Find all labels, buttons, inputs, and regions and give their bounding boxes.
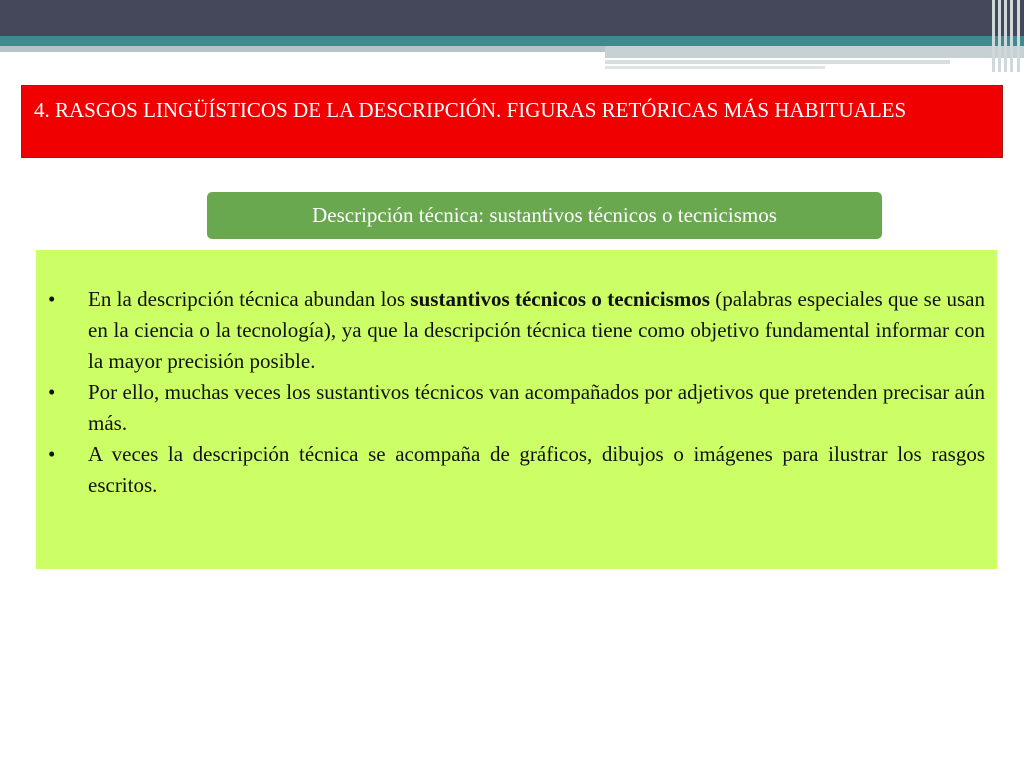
header-gray-stripe	[605, 46, 1024, 58]
list-item	[48, 284, 985, 377]
bullet-text: En la descripción técnica abundan los	[88, 287, 411, 311]
header-teal-bar	[0, 36, 1024, 46]
bullet-icon: •	[48, 380, 56, 404]
header-gray-stripe	[605, 60, 950, 64]
content-box	[36, 250, 997, 569]
bullet-text-bold: sustantivos técnicos o tecnicismos	[410, 287, 710, 311]
bullet-icon: •	[48, 287, 56, 311]
bullet-text: A veces la descripción técnica se acompaña de gráficos, dibujos o imágenes para ilustrar los rasgos escritos.	[88, 442, 985, 497]
bullet-icon: •	[48, 442, 56, 466]
bullet-text: Por ello, muchas veces los sustantivos técnicos van acompañados por adjetivos que pretenden precisar aún más.	[88, 380, 985, 435]
list-item	[48, 377, 985, 439]
header-decorative-lines	[990, 0, 1024, 72]
header-gray-stripe	[605, 66, 825, 69]
list-item	[48, 439, 985, 501]
header-dark-bar	[0, 0, 1024, 36]
slide-title: 4. RASGOS LINGÜÍSTICOS DE LA DESCRIPCIÓN. FIGURAS RETÓRICAS MÁS HABITUALES	[21, 85, 1003, 158]
bullet-text: (palabras especiales que se usan en la ciencia o la tecnología), ya que la descripción técnica tiene como objetivo fundamental informar con la mayor precisión posible.	[88, 287, 985, 373]
header-gray-stripe	[0, 46, 610, 52]
bullet-list	[48, 284, 985, 501]
section-subtitle: Descripción técnica: sustantivos técnicos o tecnicismos	[207, 192, 882, 239]
